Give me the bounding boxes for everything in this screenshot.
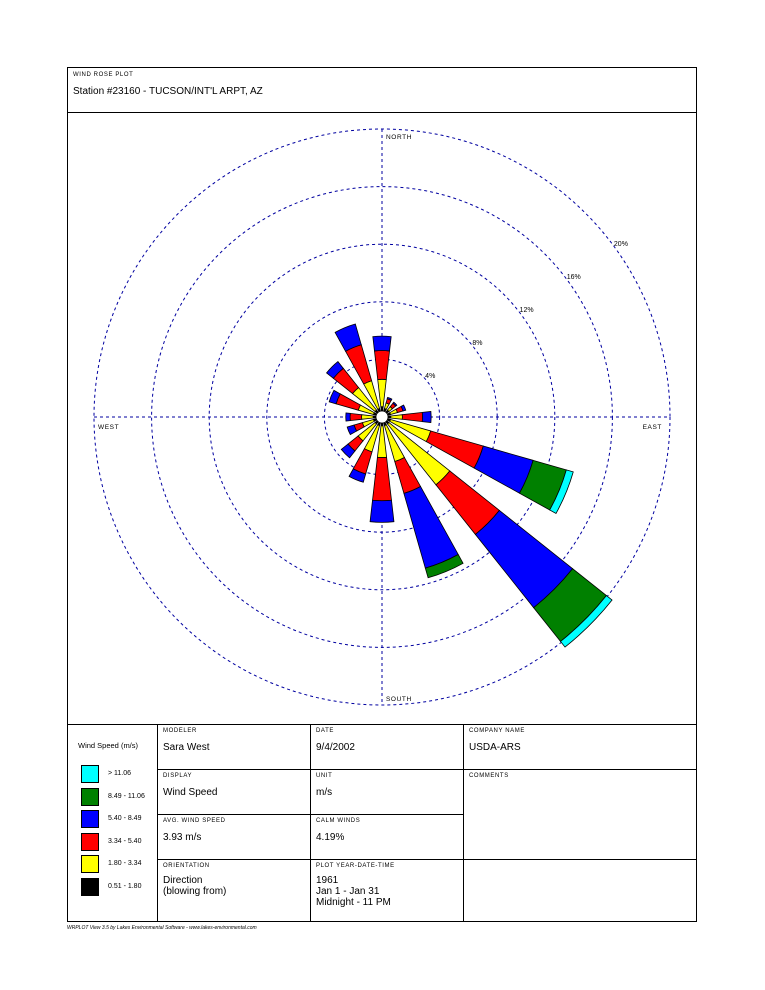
petal-270-bin-3	[346, 413, 351, 421]
date-caption: DATE	[316, 728, 334, 734]
compass-north: NORTH	[386, 134, 412, 141]
ring-label: 8%	[472, 339, 483, 347]
table-row-divider-3	[157, 859, 697, 860]
unit-value: m/s	[316, 787, 333, 798]
comments-caption: COMMENTS	[469, 773, 509, 779]
legend-swatch	[81, 878, 99, 896]
ring-label: 16%	[566, 273, 581, 281]
orientation-value: Direction (blowing from)	[163, 875, 227, 897]
petal-0-bin-2	[374, 351, 389, 380]
unit-caption: UNIT	[316, 773, 333, 779]
calm-caption: CALM WINDS	[316, 818, 361, 824]
petal-270-bin-1	[362, 415, 374, 420]
ring-label: 12%	[519, 306, 534, 314]
legend-swatch	[81, 833, 99, 851]
legend-label: 5.40 - 8.49	[108, 815, 142, 823]
petal-0-bin-0	[381, 407, 383, 411]
table-top-divider	[67, 724, 697, 725]
modeler-value: Sara West	[163, 742, 210, 753]
legend-label: 8.49 - 11.06	[108, 792, 145, 800]
petal-0-bin-3	[373, 336, 391, 351]
legend-swatch	[81, 810, 99, 828]
legend-label: 1.80 - 3.34	[108, 860, 142, 868]
table-row-divider-2	[157, 814, 463, 815]
ring-label: 20%	[613, 240, 628, 248]
plot-caption: WIND ROSE PLOT	[73, 72, 134, 78]
avg-speed-caption: AVG. WIND SPEED	[163, 818, 226, 824]
legend-label: > 11.06	[108, 770, 132, 777]
petal-180-bin-3	[370, 500, 394, 522]
date-value: 9/4/2002	[316, 742, 355, 753]
calm-value: 4.19%	[316, 832, 345, 843]
ring-label: 4%	[425, 372, 436, 380]
modeler-caption: MODELER	[163, 728, 197, 734]
period-caption: PLOT YEAR-DATE-TIME	[316, 863, 395, 869]
compass-south: SOUTH	[386, 696, 412, 703]
table-row-divider-1	[157, 769, 697, 770]
table-col-divider-2	[310, 724, 311, 922]
table-col-divider-1	[157, 724, 158, 922]
legend-label: 0.51 - 1.80	[108, 883, 142, 890]
calm-circle	[376, 411, 388, 423]
petal-270-bin-2	[350, 413, 362, 420]
petal-180-bin-1	[377, 426, 386, 458]
footer-credit: WRPLOT View 3.5 by Lakes Environmental Software - www.lakes-environmental.com	[67, 925, 257, 931]
legend-label: 3.34 - 5.40	[108, 837, 142, 845]
table-col-divider-3	[463, 724, 464, 922]
company-caption: COMPANY NAME	[469, 728, 525, 734]
display-value: Wind Speed	[163, 787, 218, 798]
avg-speed-value: 3.93 m/s	[163, 832, 202, 843]
company-value: USDA-ARS	[469, 742, 521, 753]
petal-157.5-bin-2	[395, 458, 421, 494]
petal-180-bin-2	[373, 457, 392, 500]
period-value: 1961 Jan 1 - Jan 31 Midnight - 11 PM	[316, 875, 391, 908]
petal-90-bin-2	[402, 412, 422, 421]
legend-swatch	[81, 765, 99, 783]
legend-title: Wind Speed (m/s)	[78, 741, 139, 750]
compass-east: EAST	[642, 424, 662, 431]
petals-group	[327, 324, 613, 647]
compass-west: WEST	[98, 424, 120, 431]
wind-rose-chart	[67, 113, 697, 724]
legend-swatch	[81, 855, 99, 873]
legend-swatch	[81, 788, 99, 806]
orientation-caption: ORIENTATION	[163, 863, 210, 869]
petal-90-bin-3	[422, 411, 431, 422]
petal-0-bin-1	[378, 379, 387, 406]
petal-90-bin-1	[391, 415, 403, 420]
display-caption: DISPLAY	[163, 773, 193, 779]
station-title: Station #23160 - TUCSON/INT'L ARPT, AZ	[73, 86, 263, 97]
